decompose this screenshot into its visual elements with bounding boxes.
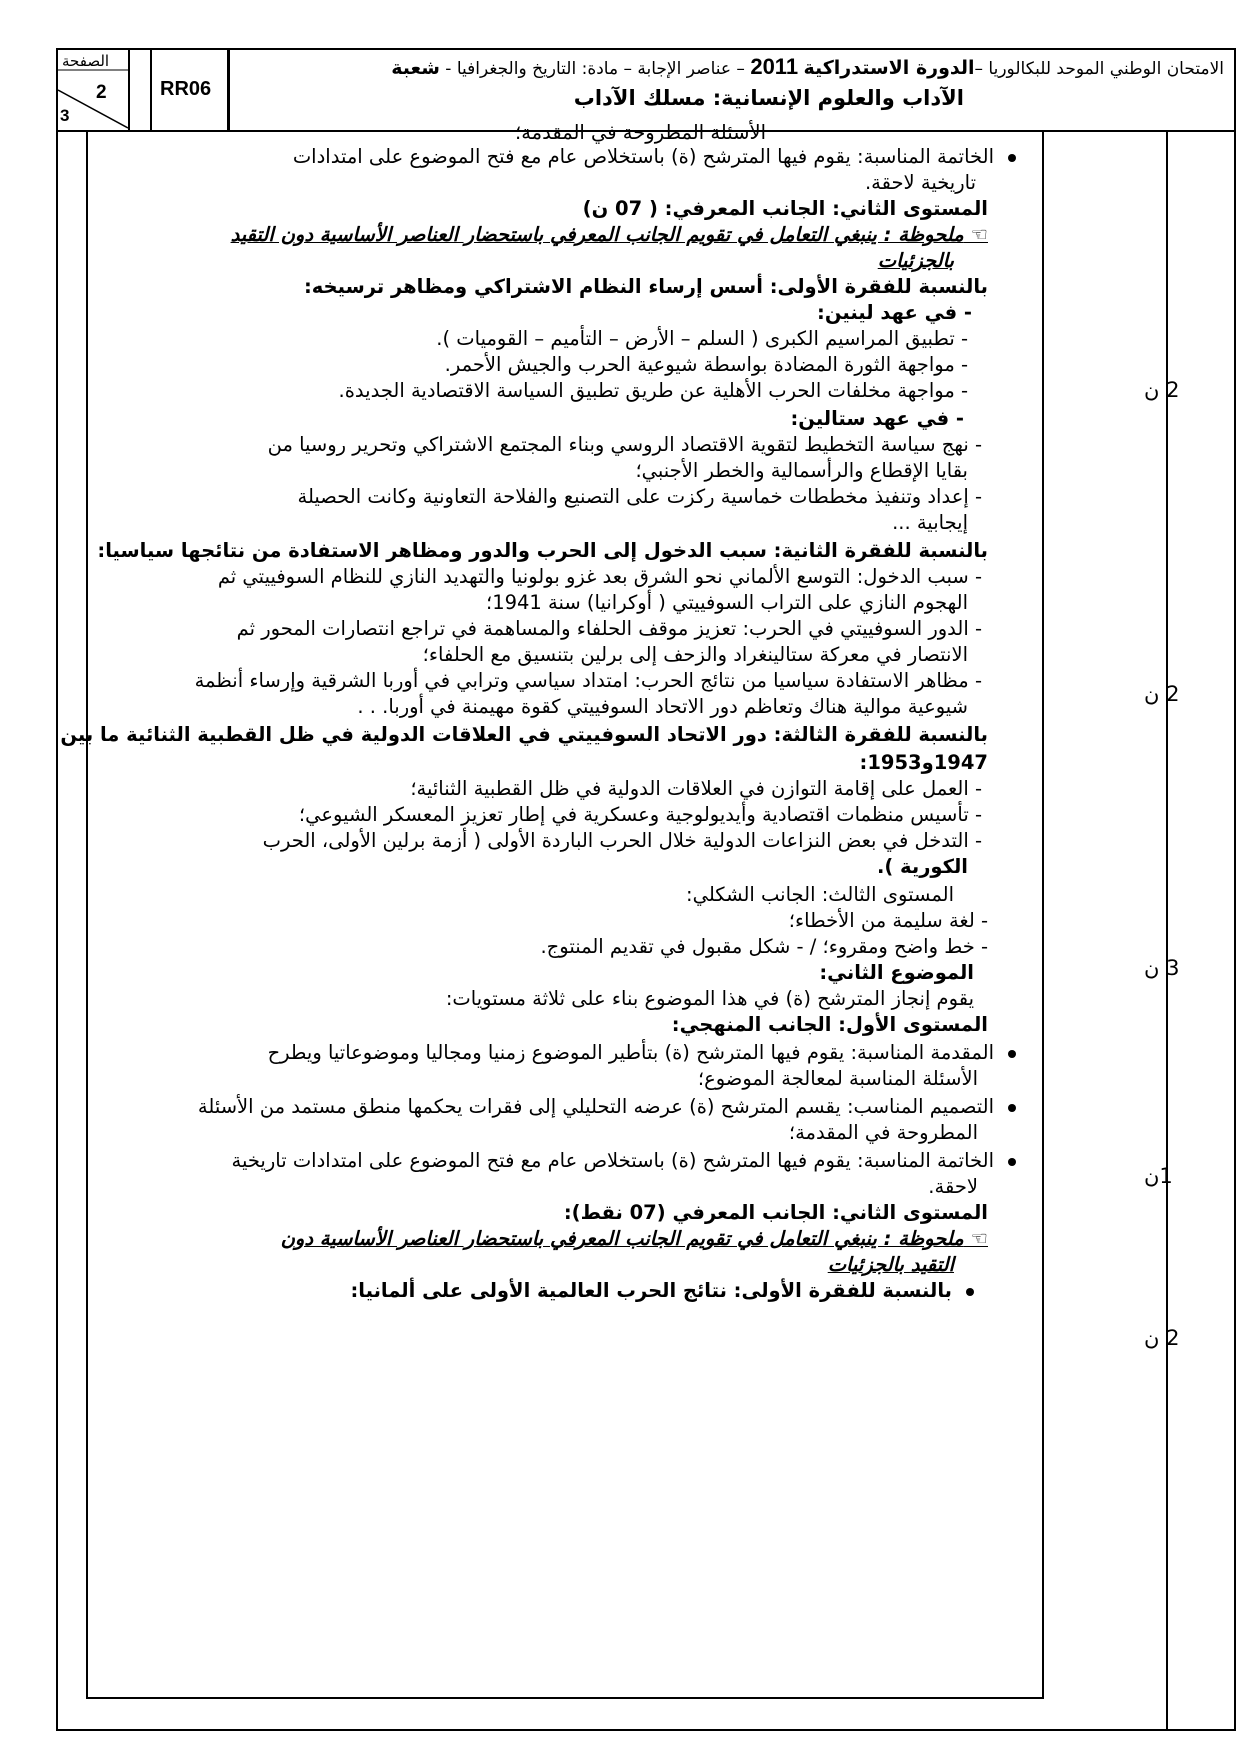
- text-line: الخاتمة المناسبة: يقوم فيها المترشح (ة) باستخلاص عام مع فتح الموضوع على امتدادات تاريخية: [231, 1148, 1016, 1174]
- text-line: يقوم إنجاز المترشح (ة) في هذا الموضوع بناء على ثلاثة مستويات:: [445, 987, 974, 1010]
- exam-code: RR06: [160, 78, 212, 100]
- text-line: الهجوم النازي على التراب السوفييتي ( أوكرانيا) سنة 1941؛: [486, 591, 968, 614]
- text-line: - الدور السوفييتي في الحرب: تعزيز موقف الحلفاء والمساهمة في تراجع انتصارات المحور ثم: [236, 617, 982, 640]
- header-line-2: الآداب والعلوم الإنسانية: مسلك الآداب: [573, 86, 964, 110]
- hand-pointer-icon: ☜: [963, 223, 988, 246]
- text-line: بقايا الإقطاع والرأسمالية والخطر الأجنبي؛: [635, 459, 968, 482]
- text-line: - لغة سليمة من الأخطاء؛: [788, 909, 988, 932]
- note-line: ☜ ملحوظة : ينبغي التعامل في تقويم الجانب المعرفي باستحضار العناصر الأساسية دون: [280, 1227, 988, 1250]
- text-line: الأسئلة المطروحة في المقدمة؛: [515, 121, 766, 144]
- page-total: 3: [60, 106, 70, 125]
- text-line: - إعداد وتنفيذ مخططات خماسية ركزت على التصنيع والفلاحة التعاونية وكانت الحصيلة: [297, 485, 982, 508]
- session-label: الدورة الاستدراكية: [803, 57, 975, 79]
- bullet-icon: [1008, 154, 1016, 162]
- exam-year: 2011: [750, 54, 799, 79]
- bullet-icon: [1008, 1050, 1016, 1058]
- section-heading: بالنسبة للفقرة الأولى: نتائج الحرب العالمية الأولى على ألمانيا:: [350, 1278, 974, 1304]
- header-line-1: [391, 54, 1224, 80]
- bullet-icon: [1008, 1158, 1016, 1166]
- text-line: المستوى الثالث: الجانب الشكلي:: [686, 883, 954, 906]
- section-heading: الموضوع الثاني:: [819, 961, 974, 984]
- branch-label: شعبة: [391, 57, 440, 79]
- text-line: - مظاهر الاستفادة سياسيا من نتائج الحرب: امتداد سياسي وترابي في أوربا الشرقية وإرساء أنظمة: [194, 669, 982, 692]
- left-border: [86, 130, 88, 1697]
- score-4: 1ن: [1144, 1164, 1173, 1188]
- text-line: المطروحة في المقدمة؛: [788, 1121, 978, 1144]
- section-heading: المستوى الأول: الجانب المنهجي:: [671, 1013, 988, 1036]
- text-line: - سبب الدخول: التوسع الألماني نحو الشرق بعد غزو بولونيا والتهديد النازي للنظام السوفييتي ثم: [217, 565, 982, 588]
- section-heading: بالنسبة للفقرة الثالثة: دور الاتحاد السوفييتي في العلاقات الدولية في ظل القطبية الثنائية ما بين: [60, 723, 988, 746]
- section-heading: بالنسبة للفقرة الأولى: أسس إرساء النظام الاشتراكي ومظاهر ترسيخه:: [303, 275, 988, 298]
- score-1: 2 ن: [1144, 378, 1180, 402]
- text-line: - التدخل في بعض النزاعات الدولية خلال الحرب الباردة الأولى ( أزمة برلين الأولى، الحرب: [262, 829, 982, 852]
- text-line: - خط واضح ومقروء؛ / - شكل مقبول في تقديم المنتوج.: [540, 935, 988, 958]
- text-line: لاحقة.: [928, 1175, 978, 1198]
- text-line: الانتصار في معركة ستالينغراد والزحف إلى برلين بتنسيق مع الحلفاء؛: [422, 643, 968, 666]
- text-line: التصميم المناسب: يقسم المترشح (ة) عرضه التحليلي إلى فقرات يحكمها منطق مستمد من الأسئلة: [198, 1094, 1016, 1120]
- score-5: 2 ن: [1144, 1326, 1180, 1350]
- text-line: - العمل على إقامة التوازن في العلاقات الدولية في ظل القطبية الثنائية؛: [410, 777, 982, 800]
- score-3: 3 ن: [1144, 956, 1180, 980]
- header-title: [234, 50, 1234, 130]
- text-line: الأسئلة المناسبة لمعالجة الموضوع؛: [697, 1067, 978, 1090]
- exam-code-box: [150, 50, 230, 130]
- text-line: المقدمة المناسبة: يقوم فيها المترشح (ة) بتأطير الموضوع زمنيا ومجاليا وموضوعاتيا ويطرح: [268, 1040, 1016, 1066]
- page-label: الصفحة: [62, 52, 110, 70]
- note-line: ☜ ملحوظة : ينبغي التعامل في تقويم الجانب المعرفي باستحضار العناصر الأساسية دون التقيد: [230, 223, 988, 246]
- right-margin-line: [1166, 130, 1168, 1731]
- text-line: تاريخية لاحقة.: [864, 171, 976, 194]
- text-line: - تأسيس منظمات اقتصادية وأيديولوجية وعسكرية في إطار تعزيز المعسكر الشيوعي؛: [298, 803, 982, 826]
- text-line: - نهج سياسة التخطيط لتقوية الاقتصاد الروسي وبناء المجتمع الاشتراكي وتحرير روسيا من: [267, 433, 982, 456]
- hand-pointer-icon: ☜: [963, 1227, 988, 1250]
- text-line: الخاتمة المناسبة: يقوم فيها المترشح (ة) باستخلاص عام مع فتح الموضوع على امتدادات: [293, 144, 1016, 170]
- section-heading: بالنسبة للفقرة الثانية: سبب الدخول إلى الحرب والدور ومظاهر الاستفادة من نتائجها سياسيا:: [97, 539, 988, 562]
- text-line: - مواجهة مخلفات الحرب الأهلية عن طريق تطبيق السياسة الاقتصادية الجديدة.: [338, 379, 968, 402]
- inner-bottom-border: [86, 1697, 1044, 1699]
- sub-heading: - في عهد لينين:: [817, 301, 972, 324]
- subject-label: – عناصر الإجابة – مادة: التاريخ والجغرافيا -: [445, 59, 745, 79]
- section-heading: المستوى الثاني: الجانب المعرفي (07 نقط):: [563, 1201, 988, 1224]
- score-column-divider: [1042, 130, 1044, 1697]
- text-line: إيجابية ...: [892, 511, 968, 534]
- bullet-icon: [966, 1288, 974, 1296]
- text-line: الكورية ).: [876, 855, 968, 878]
- page-number: 2: [96, 82, 107, 103]
- section-heading: 1947و1953:: [859, 751, 988, 774]
- page: [56, 48, 1240, 1731]
- exam-name: الامتحان الوطني الموحد للبكالوريا –: [974, 59, 1224, 79]
- sub-heading: - في عهد ستالين:: [790, 407, 964, 430]
- note-line: التقيد بالجزئيات: [827, 1253, 954, 1276]
- page-number-box: [58, 50, 130, 130]
- text-line: - تطبيق المراسيم الكبرى ( السلم – الأرض – التأميم – القوميات ).: [436, 327, 968, 350]
- bullet-icon: [1008, 1104, 1016, 1112]
- text-line: شيوعية موالية هناك وتعاظم دور الاتحاد السوفييتي كقوة مهيمنة في أوربا. . .: [357, 695, 968, 718]
- note-line: بالجزئيات: [877, 249, 954, 272]
- text-line: - مواجهة الثورة المضادة بواسطة شيوعية الحرب والجيش الأحمر.: [444, 353, 968, 376]
- score-2: 2 ن: [1144, 682, 1180, 706]
- text-line: المستوى الثاني: الجانب المعرفي: ( 07 ن): [582, 197, 988, 220]
